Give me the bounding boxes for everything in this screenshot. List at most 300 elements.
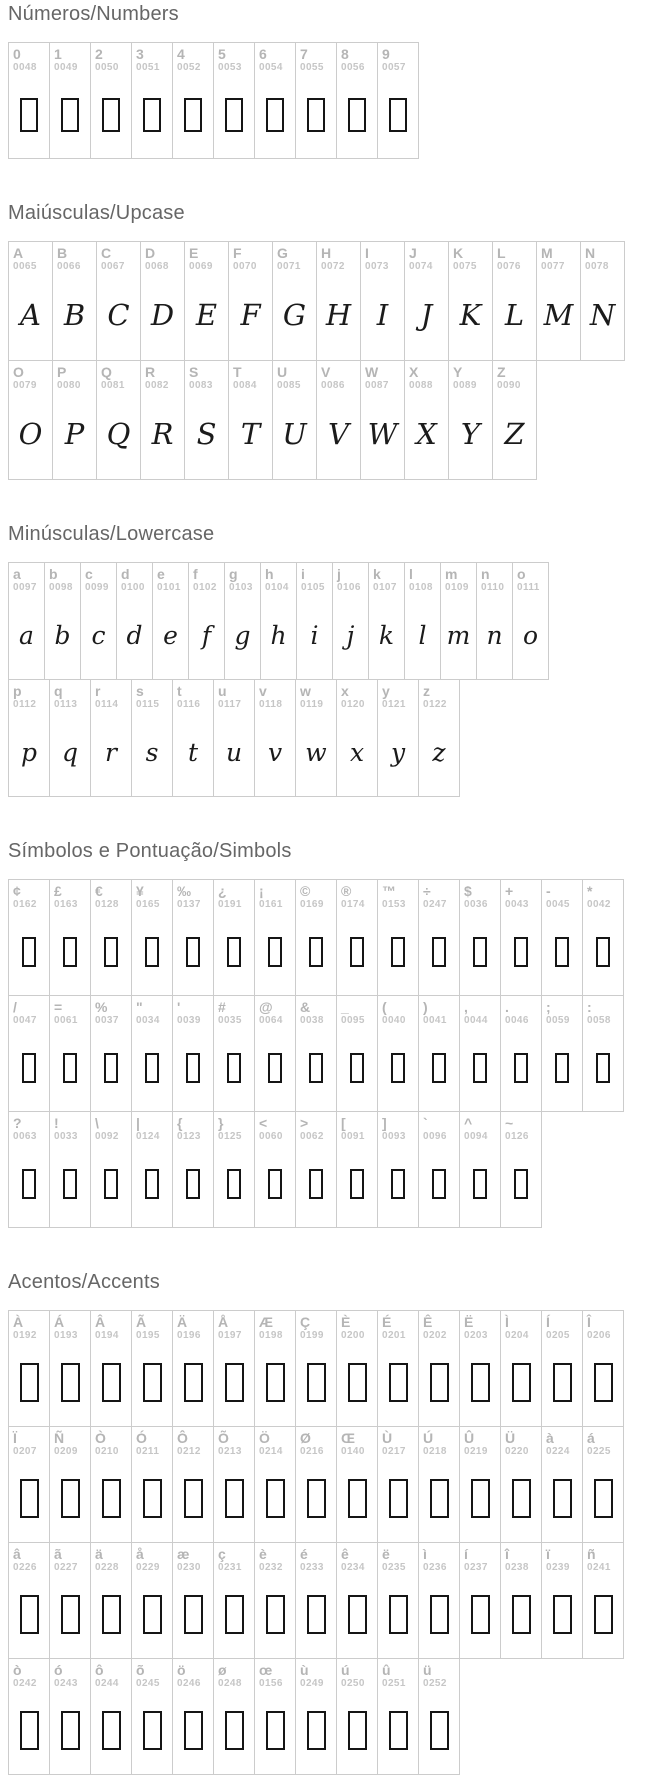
missing-glyph-box [268,1053,282,1083]
glyph-cell [254,995,296,1112]
cell-unicode-code: 0065 [13,261,37,273]
missing-glyph-box [225,1595,244,1634]
cell-character-label: b [49,566,58,582]
glyph-cell [360,360,405,480]
cell-header [91,880,131,916]
missing-glyph-box [266,1479,285,1518]
glyph-cell [8,241,53,361]
glyph-cell [336,1542,378,1659]
cell-unicode-code: 0212 [177,1446,201,1458]
cell-header [460,1543,500,1579]
glyph-preview: O [18,417,43,451]
cell-character-label: Ì [505,1314,509,1330]
missing-glyph-box [555,1053,569,1083]
missing-glyph-box [104,1053,118,1083]
glyph-cell [49,1111,91,1228]
cell-header [369,563,404,599]
missing-glyph-box [20,1595,39,1634]
cell-header [405,563,440,599]
cell-header [337,43,377,79]
cell-unicode-code: 0098 [49,582,73,594]
cell-character-label: $ [464,883,472,899]
cell-unicode-code: 0228 [95,1562,119,1574]
cell-unicode-code: 0226 [13,1562,37,1574]
glyph-preview: r [105,737,117,767]
glyph-row [8,996,624,1112]
cell-unicode-code: 0095 [341,1015,365,1027]
cell-character-label: Æ [259,1314,273,1330]
missing-glyph-box [104,1169,118,1199]
glyph-preview: q [61,737,78,767]
cell-unicode-code: 0112 [13,699,37,711]
glyph-cell [404,241,449,361]
glyph-preview [542,1032,582,1111]
cell-character-label: 1 [54,46,62,62]
glyph-preview [255,1463,295,1542]
cell-unicode-code: 0103 [229,582,253,594]
glyph-cell [316,360,361,480]
cell-unicode-code: 0055 [300,62,324,74]
glyph-preview [296,1579,336,1658]
cell-header [225,563,260,599]
cell-unicode-code: 0091 [341,1131,365,1143]
glyph-preview: Q [106,417,131,451]
cell-header [91,1659,131,1695]
cell-header [317,361,360,397]
glyph-preview [173,79,213,158]
glyph-cell [172,42,214,159]
glyph-preview [9,916,49,995]
cell-character-label: ) [423,999,428,1015]
glyph-preview [173,1347,213,1426]
glyph-row [8,1310,624,1427]
cell-character-label: ' [177,999,181,1015]
glyph-cell [459,1310,501,1427]
glyph-cell [8,1542,50,1659]
glyph-preview [9,79,49,158]
glyph-cell [377,1658,419,1775]
cell-unicode-code: 0038 [300,1015,324,1027]
cell-unicode-code: 0195 [136,1330,160,1342]
cell-header [185,242,228,278]
missing-glyph-box [309,937,323,967]
cell-character-label: Å [218,1314,229,1330]
cell-header [333,563,368,599]
cell-header [337,1311,377,1347]
cell-header [255,1659,295,1695]
section-title-symbols: Símbolos e Pontuação/Simbols [8,840,292,862]
cell-character-label: P [57,364,67,380]
glyph-preview [337,1463,377,1542]
cell-header [141,361,184,397]
glyph-preview: c [91,620,106,650]
glyph-preview [296,916,336,995]
cell-header [132,680,172,716]
glyph-preview: m [446,620,471,650]
missing-glyph-box [63,937,77,967]
cell-character-label: ä [95,1546,103,1562]
cell-header [214,680,254,716]
glyph-cell [377,1542,419,1659]
glyph-cell [8,562,45,680]
cell-header [45,563,80,599]
section-numbers [8,2,661,159]
missing-glyph-box [20,1363,39,1402]
cell-unicode-code: 0249 [300,1678,324,1690]
glyph-cell [254,42,296,159]
cell-character-label: h [265,566,274,582]
cell-character-label: < [259,1115,268,1131]
glyph-cell [131,1111,173,1228]
cell-header [214,880,254,916]
missing-glyph-box [186,1053,200,1083]
glyph-cell [459,1426,501,1543]
cell-unicode-code: 0075 [453,261,477,273]
cell-character-label: É [382,1314,392,1330]
cell-unicode-code: 0113 [54,699,78,711]
cell-unicode-code: 0114 [95,699,119,711]
glyph-preview [337,916,377,995]
missing-glyph-box [184,98,202,132]
cell-character-label: Ó [136,1430,147,1446]
cell-character-label: Ç [300,1314,311,1330]
glyph-cell [418,1111,460,1228]
cell-header [419,1427,459,1463]
glyph-cell [213,1310,255,1427]
missing-glyph-box [143,1711,162,1750]
cell-character-label: è [259,1546,267,1562]
missing-glyph-box [20,98,38,132]
cell-header [9,361,52,397]
cell-character-label: n [481,566,490,582]
glyph-preview [91,79,131,158]
missing-glyph-box [143,98,161,132]
cell-unicode-code: 0122 [423,699,447,711]
cell-header [378,1311,418,1347]
glyph-cell [404,360,449,480]
missing-glyph-box [389,1595,408,1634]
cell-unicode-code: 0205 [546,1330,570,1342]
cell-unicode-code: 0198 [259,1330,283,1342]
cell-character-label: Á [54,1314,65,1330]
glyph-preview: o [522,620,539,650]
glyph-cell [377,879,419,996]
cell-header [81,563,116,599]
glyph-preview: M [543,298,574,332]
cell-character-label: 7 [300,46,308,62]
cell-header [405,361,448,397]
glyph-preview [296,79,336,158]
cell-character-label: € [95,883,103,899]
cell-unicode-code: 0211 [136,1446,160,1458]
glyph-preview: t [187,737,199,767]
cell-header [583,880,623,916]
missing-glyph-box [594,1479,613,1518]
glyph-preview [173,1579,213,1658]
cell-unicode-code: 0242 [13,1678,37,1690]
cell-unicode-code: 0097 [13,582,37,594]
glyph-preview: B [63,298,86,332]
glyph-preview: f [201,620,212,650]
cell-header [317,242,360,278]
cell-character-label: = [54,999,63,1015]
glyph-cell [49,1310,91,1427]
cell-character-label: r [95,683,101,699]
glyph-cell [418,995,460,1112]
missing-glyph-box [430,1363,449,1402]
cell-header [9,1427,49,1463]
missing-glyph-box [268,1169,282,1199]
glyph-preview [378,1032,418,1111]
glyph-preview [91,1032,131,1111]
glyph-preview: T [240,417,261,451]
cell-unicode-code: 0218 [423,1446,447,1458]
glyph-row [8,879,624,996]
cell-character-label: } [218,1115,224,1131]
glyph-cell [295,679,337,797]
missing-glyph-box [348,1479,367,1518]
cell-unicode-code: 0214 [259,1446,283,1458]
glyph-cell [541,995,583,1112]
cell-character-label: ¥ [136,883,144,899]
glyph-cell [336,679,378,797]
glyph-row [8,42,419,159]
glyph-cell [172,1310,214,1427]
glyph-cell [377,995,419,1112]
cell-unicode-code: 0084 [233,380,257,392]
charmap-table-uppercase [8,241,625,480]
cell-character-label: : [587,999,592,1015]
cell-unicode-code: 0225 [587,1446,611,1458]
cell-character-label: V [321,364,331,380]
glyph-preview: x [349,737,365,767]
missing-glyph-box [104,937,118,967]
cell-character-label: d [121,566,130,582]
missing-glyph-box [102,98,120,132]
missing-glyph-box [348,1595,367,1634]
missing-glyph-box [227,1169,241,1199]
cell-header [173,1427,213,1463]
cell-unicode-code: 0174 [341,899,365,911]
glyph-preview [583,1347,623,1426]
glyph-cell [8,1111,50,1228]
cell-character-label: m [445,566,458,582]
cell-character-label: N [585,245,596,261]
cell-character-label: o [517,566,526,582]
cell-character-label: Õ [218,1430,229,1446]
cell-character-label: é [300,1546,308,1562]
cell-unicode-code: 0197 [218,1330,242,1342]
cell-unicode-code: 0209 [54,1446,78,1458]
glyph-preview [132,1032,172,1111]
cell-unicode-code: 0169 [300,899,324,911]
cell-character-label: ù [300,1662,309,1678]
cell-header [214,1543,254,1579]
missing-glyph-box [389,98,407,132]
glyph-cell [49,1426,91,1543]
glyph-cell [213,1426,255,1543]
glyph-preview: w [305,737,327,767]
glyph-cell [336,1426,378,1543]
missing-glyph-box [309,1169,323,1199]
glyph-preview [378,1148,418,1227]
cell-unicode-code: 0206 [587,1330,611,1342]
cell-character-label: T [233,364,242,380]
cell-character-label: ü [423,1662,432,1678]
cell-header [173,680,213,716]
cell-character-label: f [193,566,198,582]
glyph-cell [295,995,337,1112]
cell-unicode-code: 0250 [341,1678,365,1690]
missing-glyph-box [514,1169,528,1199]
cell-character-label: W [365,364,379,380]
glyph-preview [337,79,377,158]
cell-header [296,996,336,1032]
glyph-cell [500,1426,542,1543]
missing-glyph-box [61,1711,80,1750]
cell-character-label: À [13,1314,24,1330]
cell-header [460,1112,500,1148]
cell-header [337,680,377,716]
cell-unicode-code: 0224 [546,1446,570,1458]
cell-character-label: œ [259,1662,273,1678]
glyph-cell [418,879,460,996]
glyph-preview [50,79,90,158]
cell-header [419,880,459,916]
glyph-preview [501,1148,541,1227]
glyph-row [8,1112,624,1228]
cell-header [9,1112,49,1148]
missing-glyph-box [184,1363,203,1402]
missing-glyph-box [553,1479,572,1518]
missing-glyph-box [266,98,284,132]
cell-character-label: l [409,566,413,582]
glyph-preview [173,1695,213,1774]
cell-header [50,880,90,916]
cell-character-label: / [13,999,17,1015]
glyph-preview [419,916,459,995]
cell-header [378,1543,418,1579]
glyph-preview: s [145,737,159,767]
missing-glyph-box [102,1711,121,1750]
glyph-cell [336,1658,378,1775]
cell-unicode-code: 0077 [541,261,565,273]
glyph-preview [50,1347,90,1426]
glyph-preview: S [196,417,217,451]
cell-character-label: Î [587,1314,591,1330]
glyph-cell [254,1426,296,1543]
cell-character-label: õ [136,1662,145,1678]
cell-header [132,43,172,79]
cell-unicode-code: 0156 [259,1678,283,1690]
cell-header [91,680,131,716]
glyph-preview [91,916,131,995]
cell-header [50,1311,90,1347]
missing-glyph-box [430,1595,449,1634]
glyph-preview [542,1579,582,1658]
cell-header [493,361,536,397]
cell-header [581,242,624,278]
missing-glyph-box [391,937,405,967]
glyph-cell [90,879,132,996]
cell-character-label: w [300,683,311,699]
missing-glyph-box [594,1595,613,1634]
glyph-preview [378,1463,418,1542]
glyph-cell [295,1310,337,1427]
glyph-preview [91,1347,131,1426]
cell-header [173,880,213,916]
glyph-cell [49,1658,91,1775]
missing-glyph-box [430,1479,449,1518]
glyph-cell [492,360,537,480]
cell-character-label: v [259,683,267,699]
glyph-preview [583,1463,623,1542]
glyph-preview: X [416,417,437,451]
cell-unicode-code: 0115 [136,699,160,711]
cell-header [501,1311,541,1347]
cell-header [53,361,96,397]
glyph-preview [501,1347,541,1426]
glyph-preview [255,1032,295,1111]
missing-glyph-box [266,1595,285,1634]
glyph-cell [440,562,477,680]
glyph-preview [132,1148,172,1227]
cell-character-label: ? [13,1115,22,1131]
missing-glyph-box [184,1595,203,1634]
glyph-preview [501,916,541,995]
cell-character-label: ú [341,1662,350,1678]
cell-unicode-code: 0045 [546,899,570,911]
glyph-cell [213,995,255,1112]
glyph-cell [172,1658,214,1775]
glyph-preview [296,1148,336,1227]
missing-glyph-box [63,1169,77,1199]
missing-glyph-box [61,98,79,132]
glyph-cell [254,879,296,996]
cell-header [50,1659,90,1695]
glyph-preview [255,916,295,995]
cell-character-label: 8 [341,46,349,62]
cell-unicode-code: 0121 [382,699,406,711]
cell-character-label: ê [341,1546,349,1562]
missing-glyph-box [350,1169,364,1199]
glyph-preview: I [376,298,389,332]
missing-glyph-box [432,937,446,967]
cell-unicode-code: 0081 [101,380,125,392]
cell-header [296,1659,336,1695]
cell-unicode-code: 0042 [587,899,611,911]
cell-header [9,563,44,599]
missing-glyph-box [348,1363,367,1402]
glyph-cell [336,42,378,159]
cell-unicode-code: 0074 [409,261,433,273]
cell-header [229,361,272,397]
cell-header [337,880,377,916]
glyph-cell [295,1542,337,1659]
cell-header [9,1311,49,1347]
cell-header [117,563,152,599]
cell-character-label: î [505,1546,509,1562]
cell-character-label: Ã [136,1314,147,1330]
glyph-cell [52,241,97,361]
cell-unicode-code: 0123 [177,1131,201,1143]
glyph-preview [296,1463,336,1542]
glyph-cell [418,1658,460,1775]
cell-unicode-code: 0239 [546,1562,570,1574]
cell-character-label: c [85,566,93,582]
missing-glyph-box [514,937,528,967]
cell-unicode-code: 0047 [13,1015,37,1027]
